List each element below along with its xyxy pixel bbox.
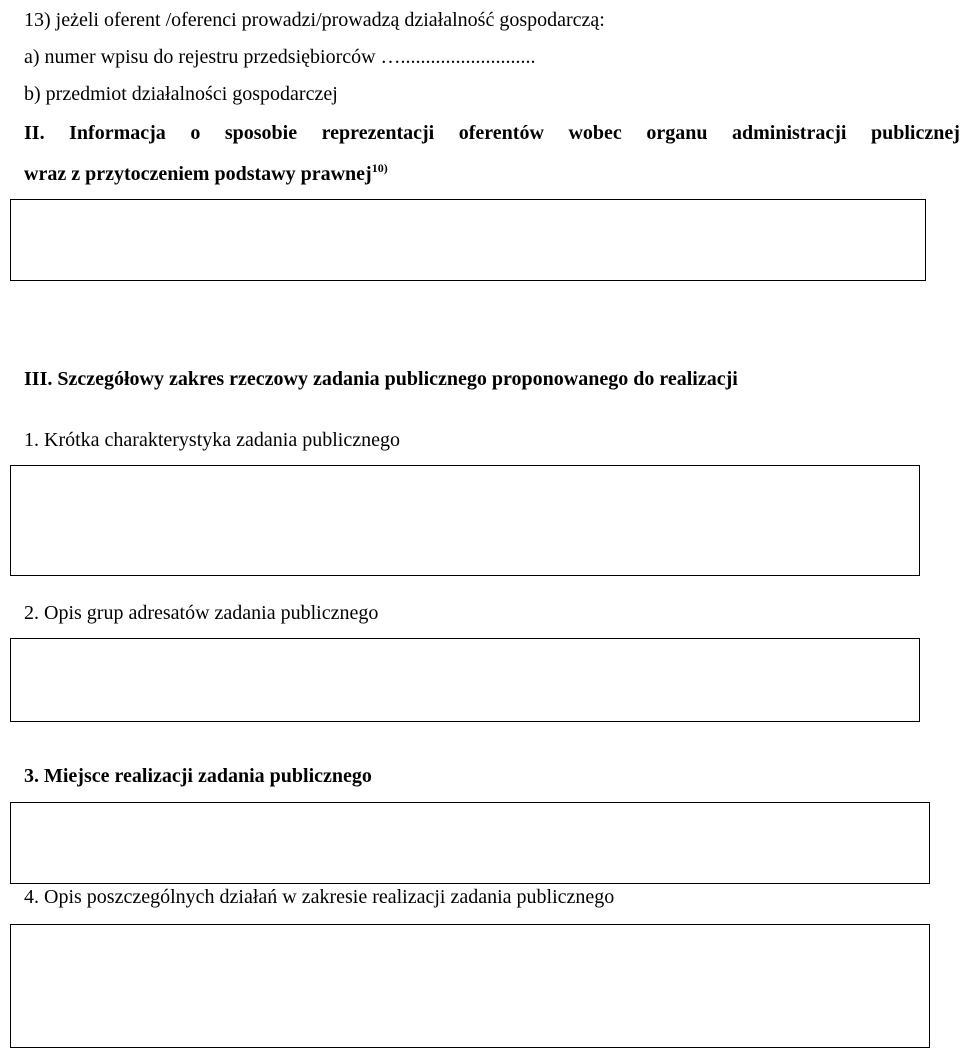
- section-2-word: Informacja: [69, 122, 166, 144]
- section-2-word: o: [190, 122, 201, 144]
- section-2-word: administracji: [732, 122, 847, 144]
- section-2-word: oferentów: [458, 122, 544, 144]
- activities-label: 4. Opis poszczególnych działań w zakresie realizacji zadania publicznego: [24, 886, 615, 908]
- section-2-heading-continued: [24, 162, 388, 186]
- section-2-word: organu: [646, 122, 708, 144]
- section-3-heading: III. Szczegółowy zakres rzeczowy zadania publicznego proponowanego do realizacji: [24, 368, 738, 390]
- registry-number-label: a) numer wpisu do rejestru przedsiębiorców …...........................: [24, 46, 536, 68]
- section-13-heading: 13) jeżeli oferent /oferenci prowadzi/prowadzą działalność gospodarczą:: [24, 9, 605, 31]
- section-2-line2: wraz z przytoczeniem podstawy prawnej: [24, 163, 372, 185]
- representation-info-box[interactable]: [10, 199, 926, 281]
- target-groups-label: 2. Opis grup adresatów zadania publicznego: [24, 602, 379, 624]
- section-2-heading: [24, 121, 960, 145]
- section-2-word: publicznej: [870, 122, 960, 144]
- task-description-label: 1. Krótka charakterystyka zadania publicznego: [24, 429, 400, 451]
- section-2-word: wobec: [568, 122, 622, 144]
- target-groups-box[interactable]: [10, 638, 920, 722]
- location-box[interactable]: [10, 802, 930, 884]
- section-2-word: II.: [24, 122, 45, 144]
- section-2-word: sposobie: [224, 122, 298, 144]
- section-2-word: reprezentacji: [321, 122, 435, 144]
- business-activity-label: b) przedmiot działalności gospodarczej: [24, 83, 338, 105]
- footnote-ref: 10): [371, 161, 388, 175]
- activities-box[interactable]: [10, 924, 930, 1048]
- task-description-box[interactable]: [10, 465, 920, 576]
- location-label: 3. Miejsce realizacji zadania publicznego: [24, 765, 372, 787]
